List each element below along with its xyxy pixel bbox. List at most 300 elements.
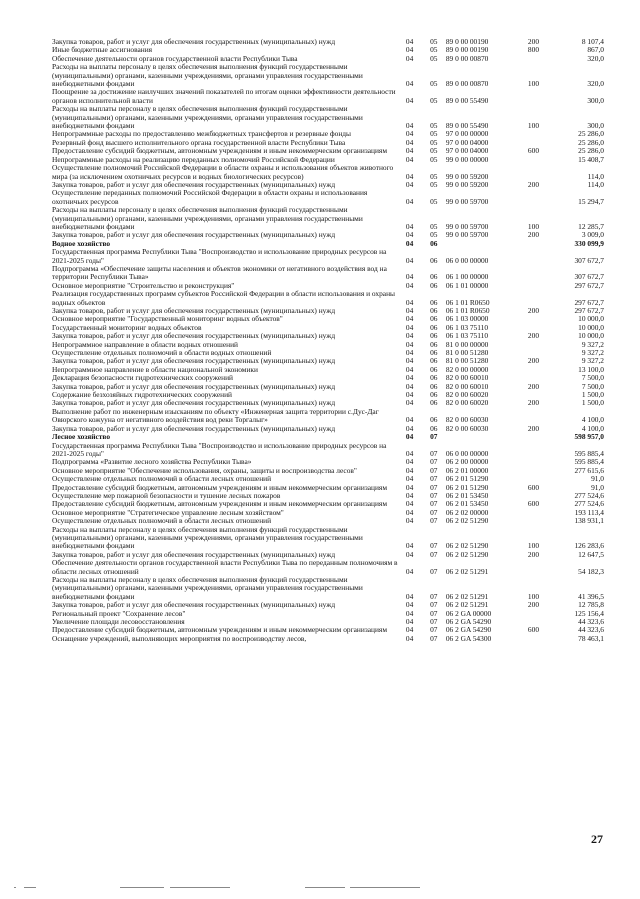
row-section: 04: [405, 339, 414, 349]
row-target-code: 06 1 03 75110: [445, 322, 489, 332]
row-amount: 25 286,0: [578, 146, 604, 156]
table-row: [52, 63, 604, 88]
page-number: 27: [591, 832, 603, 846]
row-name: Подпрограмма «Обеспечение защиты населения и объектов экономики от негативного воздействия вод на территории Республики Тыва»: [52, 263, 387, 282]
row-subsection: 05: [430, 79, 438, 89]
row-section: 04: [405, 129, 414, 139]
row-target-code: 06 1 03 75110: [445, 331, 489, 341]
row-amount: 9 327,2: [581, 356, 604, 366]
row-subsection: 06: [430, 415, 438, 425]
row-target-code: 82 0 00 00000: [445, 364, 489, 374]
row-amount: 10 000,0: [578, 322, 604, 332]
row-amount: 277 524,6: [574, 490, 604, 500]
row-target-code: 99 0 00 00000: [445, 154, 489, 164]
row-section: 04: [405, 37, 414, 46]
row-target-code: 82 0 00 60010: [445, 381, 489, 391]
row-amount: 598 957,0: [574, 432, 604, 442]
row-section: 04: [405, 306, 414, 315]
row-target-code: 06 2 02 51291: [445, 600, 489, 610]
row-target-code: 06 2 GA 54290: [445, 617, 492, 627]
row-section: 04: [405, 196, 414, 206]
row-name: Расходы на выплаты персоналу в целях обеспечения выполнения функций государственными (муниципальными) органами, казенными учреждениями, органами управления государственными внебюджетными фондами: [52, 205, 363, 231]
row-expense-type: [518, 265, 548, 282]
footer-mark: [24, 887, 36, 888]
row-amount: 91,0: [591, 482, 604, 492]
row-target-code: 89 0 00 55490: [445, 95, 489, 105]
row-amount: 44 323,6: [578, 617, 604, 627]
row-target-code: 81 0 00 00000: [445, 339, 489, 349]
row-amount: 297 672,7: [574, 297, 604, 307]
row-target-code: 06 2 02 51290: [445, 516, 489, 526]
row-amount: 91,0: [591, 474, 604, 484]
row-section: 04: [405, 364, 414, 374]
row-name: Декларация безопасности гидротехнических сооружений: [52, 373, 234, 383]
row-expense-type: 200: [527, 306, 540, 315]
row-section: 04: [405, 482, 414, 492]
row-section: 04: [405, 415, 414, 425]
row-amount: 41 396,5: [578, 591, 604, 601]
row-name: Основное мероприятие "Государственный мониторинг водных объектов": [52, 314, 283, 324]
row-section: 04: [405, 474, 414, 484]
row-target-code: 89 0 00 55490: [445, 121, 489, 131]
row-subsection: 07: [430, 608, 438, 618]
row-expense-type: [518, 366, 548, 374]
row-amount: 10 000,0: [578, 331, 604, 341]
row-section: 04: [405, 272, 414, 282]
row-subsection: 07: [430, 465, 438, 475]
row-subsection: 07: [430, 482, 438, 492]
row-expense-type: [518, 610, 548, 618]
row-amount: 114,0: [587, 179, 604, 189]
row-name: Закупка товаров, работ и услуг для обеспечения государственных (муниципальных) нужд: [52, 356, 336, 366]
row-expense-type: [518, 517, 548, 525]
footer-mark: [305, 887, 345, 888]
row-name: Резервный фонд высшего исполнительного органа государственной власти Республики Тыва: [52, 137, 346, 147]
row-target-code: 97 0 00 04000: [445, 137, 489, 147]
row-name: Закупка товаров, работ и услуг для обеспечения государственных (муниципальных) нужд: [52, 423, 336, 433]
row-name: Предоставление субсидий бюджетным, автономным учреждениям и иным некоммерческим организациям: [52, 625, 388, 635]
row-subsection: 05: [430, 146, 438, 156]
row-section: 04: [405, 516, 414, 526]
row-expense-type: 200: [527, 600, 540, 610]
row-expense-type: 600: [527, 625, 540, 635]
row-target-code: 97 0 00 00000: [445, 129, 489, 139]
row-name: Закупка товаров, работ и услуг для обеспечения государственных (муниципальных) нужд: [52, 549, 336, 559]
row-expense-type: [518, 559, 548, 576]
row-target-code: 06 2 02 51291: [445, 591, 489, 601]
row-target-code: 81 0 00 51280: [445, 356, 489, 366]
table-row: [52, 559, 604, 576]
row-expense-type: 200: [527, 179, 540, 189]
row-target-code: 82 0 00 60010: [445, 373, 489, 383]
row-amount: 307 672,7: [574, 255, 604, 265]
row-subsection: 07: [430, 549, 438, 559]
table-row: [52, 290, 604, 307]
row-name: Закупка товаров, работ и услуг для обеспечения государственных (муниципальных) нужд: [52, 179, 336, 189]
row-target-code: 82 0 00 60030: [445, 423, 489, 433]
row-expense-type: [518, 315, 548, 323]
row-subsection: 06: [430, 356, 438, 366]
row-section: 04: [405, 398, 414, 408]
row-subsection: 05: [430, 179, 438, 189]
table-row: [52, 442, 604, 459]
row-expense-type: [518, 189, 548, 206]
row-amount: 12 647,5: [578, 549, 604, 559]
row-section: 04: [405, 457, 414, 467]
row-subsection: 06: [430, 297, 438, 307]
row-amount: 320,0: [587, 53, 604, 63]
row-section: 04: [405, 322, 414, 332]
row-amount: 595 885,4: [574, 457, 604, 467]
row-target-code: 81 0 00 51280: [445, 348, 489, 358]
row-name: Реализация государственных программ субъектов Российской Федерации в области использования и охраны водных объектов: [52, 289, 395, 307]
row-subsection: 07: [430, 566, 438, 576]
row-name: Осуществление мер пожарной безопасности и тушение лесных пожаров: [52, 490, 281, 500]
row-amount: 3 009,0: [581, 230, 604, 240]
row-section: 04: [405, 255, 414, 265]
row-target-code: 99 0 00 59700: [445, 221, 489, 231]
table-row: [52, 526, 604, 551]
row-expense-type: [518, 635, 548, 643]
row-target-code: 06 1 01 00000: [445, 280, 489, 290]
row-name: Обеспечение деятельности органов государственной власти Республики Тыва по переданным полномочиям в области лесных отношений: [52, 558, 398, 576]
row-section: 04: [405, 348, 414, 358]
row-subsection: 05: [430, 53, 438, 63]
row-subsection: 06: [430, 255, 438, 265]
row-name: Осуществление переданных полномочий Российской Федерации в области охраны и использования охотничьих ресурсов: [52, 188, 368, 206]
row-subsection: 06: [430, 238, 438, 248]
table-row: [52, 164, 604, 181]
row-target-code: 99 0 00 59200: [445, 179, 489, 189]
table-row: [52, 105, 604, 130]
row-amount: 300,0: [587, 121, 604, 131]
row-expense-type: [518, 509, 548, 517]
row-expense-type: [518, 156, 548, 164]
table-row: [52, 88, 604, 105]
row-expense-type: 200: [527, 423, 540, 433]
row-section: 04: [405, 230, 414, 240]
row-name: Закупка товаров, работ и услуг для обеспечения государственных (муниципальных) нужд: [52, 398, 336, 408]
row-section: 04: [405, 499, 414, 509]
row-amount: 297 672,7: [574, 306, 604, 315]
row-subsection: 05: [430, 154, 438, 164]
row-section: 04: [405, 633, 414, 643]
row-section: 04: [405, 356, 414, 366]
row-name: Оснащение учреждений, выполняющих мероприятия по воспроизводству лесов,: [52, 633, 307, 643]
row-target-code: 99 0 00 59700: [445, 230, 489, 240]
row-target-code: 89 0 00 00190: [445, 45, 489, 55]
row-target-code: 89 0 00 00870: [445, 79, 489, 89]
row-name: Закупка товаров, работ и услуг для обеспечения государственных (муниципальных) нужд: [52, 306, 336, 315]
row-section: 04: [405, 448, 414, 458]
row-section: 04: [405, 238, 414, 248]
row-section: 04: [405, 600, 414, 610]
row-expense-type: [518, 88, 548, 105]
row-name: Содержание безхозяйных гидротехнических сооружений: [52, 390, 233, 400]
row-amount: 867,0: [587, 45, 604, 55]
row-name: Непрограммное направление в области водных отношений: [52, 339, 239, 349]
row-subsection: 07: [430, 591, 438, 601]
row-name: Закупка товаров, работ и услуг для обеспечения государственных (муниципальных) нужд: [52, 381, 336, 391]
row-section: 04: [405, 490, 414, 500]
row-target-code: 06 1 00 00000: [445, 272, 489, 282]
row-section: 04: [405, 45, 414, 55]
row-subsection: 06: [430, 423, 438, 433]
row-section: 04: [405, 121, 414, 131]
row-target-code: 82 0 00 60020: [445, 390, 489, 400]
row-name: Выполнение работ по инженерным изысканиям по объекту «Инженерная защита территории с.Дус-Даг Овюрского кожууна от негативного воздействия вод реки Торгалыг»: [52, 406, 379, 425]
row-name: Водное хозяйство: [52, 238, 111, 248]
row-subsection: 07: [430, 541, 438, 551]
row-name: Закупка товаров, работ и услуг для обеспечения государственных (муниципальных) нужд: [52, 600, 336, 610]
row-target-code: 06 2 GA 54300: [445, 633, 492, 643]
row-amount: 138 931,1: [574, 516, 604, 526]
row-subsection: 05: [430, 129, 438, 139]
row-name: Закупка товаров, работ и услуг для обеспечения государственных (муниципальных) нужд: [52, 230, 336, 240]
row-expense-type: 200: [527, 230, 540, 240]
row-name: Государственный мониторинг водных объектов: [52, 322, 202, 332]
row-name: Основное мероприятие "Строительство и реконструкция": [52, 280, 235, 290]
row-target-code: 06 2 01 53450: [445, 490, 489, 500]
row-name: Увеличение площади лесовосстановления: [52, 617, 185, 627]
row-target-code: 89 0 00 00870: [445, 53, 489, 63]
row-subsection: 07: [430, 474, 438, 484]
row-subsection: 07: [430, 490, 438, 500]
row-amount: 1 500,0: [581, 390, 604, 400]
row-name: Непрограммные расходы на реализацию переданных полномочий Российской Федерации: [52, 154, 335, 164]
row-name: Государственная программа Республики Тыва "Воспроизводство и использование природных ресурсов на 2021-2025 годы": [52, 247, 387, 265]
row-name: Предоставление субсидий бюджетным, автономным учреждениям и иным некоммерческим организациям: [52, 499, 388, 509]
row-expense-type: [518, 130, 548, 138]
row-amount: 125 156,4: [574, 608, 604, 618]
row-section: 04: [405, 549, 414, 559]
row-target-code: 99 0 00 59200: [445, 171, 489, 181]
row-subsection: 07: [430, 499, 438, 509]
row-amount: 300,0: [587, 95, 604, 105]
row-expense-type: [518, 240, 548, 248]
footer-mark: [350, 887, 420, 888]
row-amount: 13 100,0: [578, 364, 604, 374]
row-subsection: 07: [430, 600, 438, 610]
row-subsection: 05: [430, 196, 438, 206]
row-expense-type: 100: [527, 591, 540, 601]
row-target-code: 06 2 01 53450: [445, 499, 489, 509]
row-target-code: 06 2 GA 54290: [445, 625, 492, 635]
row-name: Поощрение за достижение наилучших значений показателей по итогам оценки эффективности деятельности органов исполнительной власти: [52, 87, 396, 105]
row-section: 04: [405, 297, 414, 307]
footer-mark: [170, 887, 230, 888]
row-target-code: 06 2 02 51290: [445, 549, 489, 559]
row-subsection: 06: [430, 314, 438, 324]
row-expense-type: 200: [527, 37, 540, 46]
row-section: 04: [405, 373, 414, 383]
row-name: Осуществление отдельных полномочий в области лесных отношений: [52, 474, 272, 484]
row-section: 04: [405, 390, 414, 400]
row-subsection: 05: [430, 230, 438, 240]
row-subsection: 06: [430, 331, 438, 341]
row-section: 04: [405, 617, 414, 627]
row-name: Лесное хозяйство: [52, 432, 111, 442]
row-section: 04: [405, 179, 414, 189]
row-name: Расходы на выплаты персоналу в целях обеспечения выполнения функций государственными (муниципальными) органами, казенными учреждениями, органами управления государственными внебюджетными фондами: [52, 62, 363, 89]
row-amount: 4 100,0: [581, 415, 604, 425]
row-target-code: 06 2 01 51290: [445, 474, 489, 484]
row-expense-type: [518, 248, 548, 265]
row-amount: 595 885,4: [574, 448, 604, 458]
row-subsection: 06: [430, 348, 438, 358]
row-amount: 15 408,7: [578, 154, 604, 164]
row-name: Расходы на выплаты персоналу в целях обеспечения выполнения функций государственными (муниципальными) органами, казенными учреждениями, органами управления государственными внебюджетными фондами: [52, 575, 363, 601]
row-subsection: 07: [430, 625, 438, 635]
row-expense-type: 200: [527, 331, 540, 341]
row-expense-type: 600: [527, 482, 540, 492]
row-amount: 320,0: [587, 79, 604, 89]
row-section: 04: [405, 608, 414, 618]
row-expense-type: 800: [527, 45, 540, 55]
row-expense-type: [518, 467, 548, 475]
row-expense-type: 100: [527, 121, 540, 131]
row-subsection: 05: [430, 221, 438, 231]
row-section: 04: [405, 423, 414, 433]
row-name: Осуществление полномочий Российской Федерации в области охраны и использования объектов животного мира (за исключением охотничьих ресурсов и водных биологических ресурсов): [52, 163, 394, 181]
row-expense-type: [518, 408, 548, 425]
row-name: Предоставление субсидий бюджетным, автономным учреждениям и иным некоммерческим организациям: [52, 482, 388, 492]
row-target-code: 06 2 02 00000: [445, 507, 489, 517]
row-subsection: 07: [430, 432, 438, 442]
row-expense-type: 200: [527, 398, 540, 408]
row-subsection: 07: [430, 617, 438, 627]
row-target-code: 06 1 01 R0650: [445, 306, 490, 315]
row-expense-type: 200: [527, 356, 540, 366]
row-expense-type: [518, 55, 548, 63]
row-name: Непрограммные расходы по предоставлению межбюджетных трансфертов и резервные фонды: [52, 129, 352, 139]
row-subsection: 07: [430, 516, 438, 526]
row-target-code: 89 0 00 00190: [445, 37, 489, 46]
row-section: 04: [405, 625, 414, 635]
row-amount: 9 327,2: [581, 348, 604, 358]
row-expense-type: [518, 433, 548, 441]
row-name: Региональный проект "Сохранение лесов": [52, 608, 186, 618]
budget-table-body: [52, 38, 604, 643]
row-name: Расходы на выплаты персоналу в целях обеспечения выполнения функций государственными (муниципальными) органами, казенными учреждениями, органами управления государственными внебюджетными фондами: [52, 104, 363, 131]
row-name: Закупка товаров, работ и услуг для обеспечения государственных (муниципальных) нужд: [52, 331, 336, 341]
row-name: Осуществление отдельных полномочий в области лесных отношений: [52, 516, 272, 526]
row-target-code: 82 0 00 60030: [445, 415, 489, 425]
row-target-code: 06 1 03 00000: [445, 314, 489, 324]
table-row: [52, 408, 604, 425]
row-target-code: 06 2 01 00000: [445, 465, 489, 475]
row-amount: 330 099,9: [574, 238, 604, 248]
row-expense-type: [518, 341, 548, 349]
row-section: 04: [405, 137, 414, 147]
row-subsection: 05: [430, 171, 438, 181]
row-subsection: 05: [430, 95, 438, 105]
row-target-code: 06 2 01 51290: [445, 482, 489, 492]
row-name: Государственная программа Республики Тыва "Воспроизводство и использование природных ресурсов на 2021-2025 годы": [52, 440, 387, 458]
row-name: Основное мероприятие "Стратегическое управление лесным хозяйством": [52, 507, 284, 517]
row-subsection: 05: [430, 37, 438, 46]
row-name: Обеспечение деятельности органов государственной власти Республики Тыва: [52, 53, 298, 63]
row-section: 04: [405, 146, 414, 156]
row-amount: 9 327,2: [581, 339, 604, 349]
row-expense-type: 200: [527, 549, 540, 559]
row-section: 04: [405, 53, 414, 63]
row-expense-type: 600: [527, 146, 540, 156]
row-section: 04: [405, 331, 414, 341]
row-expense-type: 100: [527, 221, 540, 231]
row-subsection: 06: [430, 364, 438, 374]
row-expense-type: [518, 458, 548, 466]
footer-mark: [14, 887, 16, 888]
table-row: [52, 425, 604, 433]
row-amount: 25 286,0: [578, 137, 604, 147]
row-subsection: 06: [430, 272, 438, 282]
row-name: Расходы на выплаты персоналу в целях обеспечения выполнения функций государственными (муниципальными) органами, казенными учреждениями, органами управления государственными внебюджетными фондами: [52, 524, 363, 551]
row-name: Основное мероприятие "Обеспечение использования, охраны, защиты и воспроизводства лесов": [52, 465, 357, 475]
row-target-code: 06 2 GA 00000: [445, 608, 492, 618]
row-subsection: 06: [430, 322, 438, 332]
row-subsection: 07: [430, 633, 438, 643]
row-expense-type: 100: [527, 79, 540, 89]
row-subsection: 05: [430, 121, 438, 131]
row-target-code: 99 0 00 59700: [445, 196, 489, 206]
row-expense-type: [518, 290, 548, 307]
row-amount: 25 286,0: [578, 129, 604, 139]
table-row: [52, 206, 604, 231]
row-section: 04: [405, 221, 414, 231]
row-name: Предоставление субсидий бюджетным, автономным учреждениям и иным некоммерческим организациям: [52, 146, 388, 156]
row-expense-type: [518, 164, 548, 181]
row-subsection: 05: [430, 137, 438, 147]
row-section: 04: [405, 591, 414, 601]
row-section: 04: [405, 566, 414, 576]
row-amount: 277 615,6: [574, 465, 604, 475]
row-section: 04: [405, 171, 414, 181]
row-amount: 54 182,3: [578, 566, 604, 576]
row-section: 04: [405, 314, 414, 324]
row-target-code: 06 2 02 51290: [445, 541, 489, 551]
row-subsection: 07: [430, 448, 438, 458]
row-amount: 1 500,0: [581, 398, 604, 408]
row-name: Осуществление отдельных полномочий в области водных отношений: [52, 348, 272, 358]
row-section: 04: [405, 280, 414, 290]
budget-table: [52, 38, 604, 643]
row-section: 04: [405, 541, 414, 551]
row-subsection: 07: [430, 507, 438, 517]
footer-mark: [120, 887, 164, 888]
row-target-code: 06 1 01 R0650: [445, 297, 490, 307]
row-expense-type: [518, 282, 548, 290]
row-section: 04: [405, 79, 414, 89]
row-amount: 15 294,7: [578, 196, 604, 206]
row-amount: 193 113,4: [574, 507, 604, 517]
row-amount: 307 672,7: [574, 272, 604, 282]
row-target-code: 06 2 00 00000: [445, 457, 489, 467]
row-amount: 44 323,6: [578, 625, 604, 635]
row-amount: 10 000,0: [578, 314, 604, 324]
row-subsection: 06: [430, 373, 438, 383]
row-target-code: 06 2 02 51291: [445, 566, 489, 576]
row-amount: 297 672,7: [574, 280, 604, 290]
row-amount: 126 283,6: [574, 541, 604, 551]
row-subsection: 06: [430, 306, 438, 315]
row-subsection: 06: [430, 280, 438, 290]
row-target-code: 06 0 00 00000: [445, 255, 489, 265]
row-subsection: 07: [430, 457, 438, 467]
row-name: Непрограммное направление в области национальной экономики: [52, 364, 258, 374]
row-name: Подпрограмма «Развитие лесного хозяйства Республики Тыва»: [52, 457, 252, 467]
row-amount: 78 463,1: [578, 633, 604, 643]
